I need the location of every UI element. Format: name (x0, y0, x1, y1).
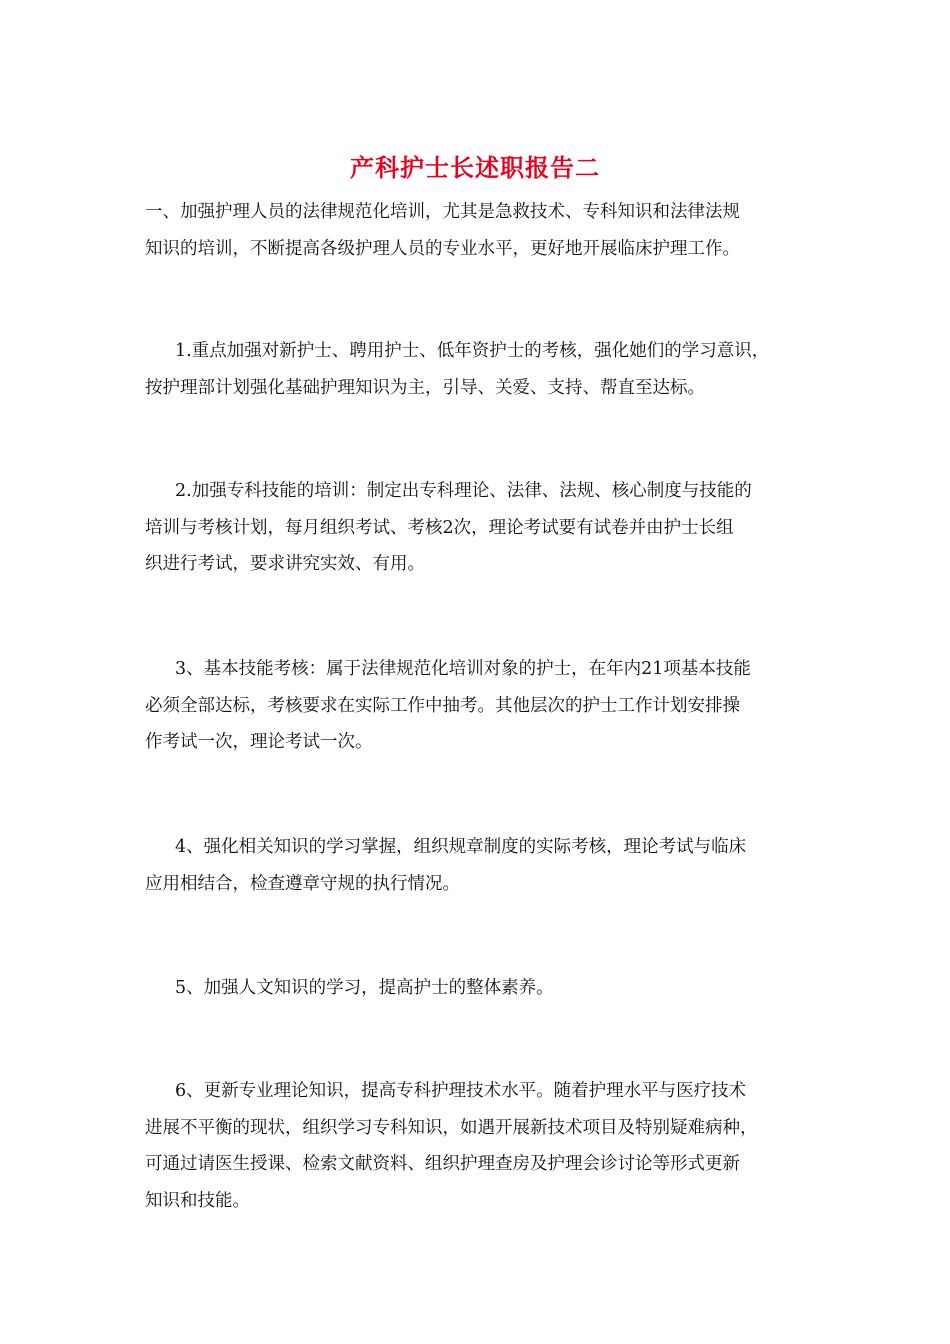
paragraph-line: 必须全部达标，考核要求在实际工作中抽考。其他层次的护士工作计划安排操 (145, 695, 740, 716)
paragraph-line: 织进行考试，要求讲究实效、有用。 (145, 554, 425, 574)
paragraph-item-4 (145, 829, 825, 902)
paragraph-item-5 (145, 970, 825, 1007)
paragraph-item-6 (145, 1073, 825, 1219)
paragraph-line: 培训与考核计划，每月组织考试、考核2次，理论考试要有试卷并由护士长组 (145, 517, 734, 538)
paragraph-line: 知识和技能。 (145, 1190, 250, 1211)
paragraph-item-2 (145, 473, 825, 583)
paragraph-line: 6、更新专业理论知识，提高专科护理技术水平。随着护理水平与医疗技术 (175, 1081, 747, 1101)
paragraph-intro (145, 194, 825, 267)
paragraph-line: 4、强化相关知识的学习掌握，组织规章制度的实际考核，理论考试与临床 (175, 837, 747, 857)
paragraph-line: 按护理部计划强化基础护理知识为主，引导、关爱、支持、帮直至达标。 (145, 377, 705, 398)
paragraph-line: 1.重点加强对新护士、聘用护士、低年资护士的考核，强化她们的学习意识， (175, 341, 770, 361)
document-title: 产科护士长述职报告二 (350, 153, 600, 182)
paragraph-line: 一、加强护理人员的法律规范化培训，尤其是急救技术、专科知识和法律法规 (145, 202, 740, 222)
paragraph-line: 知识的培训，不断提高各级护理人员的专业水平，更好地开展临床护理工作。 (145, 238, 740, 259)
paragraph-item-1 (145, 333, 825, 406)
paragraph-line: 3、基本技能考核：属于法律规范化培训对象的护士，在年内21项基本技能 (175, 659, 751, 679)
paragraph-line: 应用相结合，检查遵章守规的执行情况。 (145, 873, 460, 894)
paragraph-line: 可通过请医生授课、检索文献资料、组织护理查房及护理会诊讨论等形式更新 (145, 1154, 740, 1174)
paragraph-line: 5、加强人文知识的学习，提高护士的整体素养。 (175, 978, 554, 998)
paragraph-line: 2.加强专科技能的培训：制定出专科理论、法律、法规、核心制度与技能的 (175, 481, 752, 501)
paragraph-line: 作考试一次，理论考试一次。 (145, 732, 373, 752)
paragraph-line: 进展不平衡的现状，组织学习专科知识，如遇开展新技术项目及特别疑难病种， (145, 1117, 758, 1138)
paragraph-item-3 (145, 651, 825, 761)
